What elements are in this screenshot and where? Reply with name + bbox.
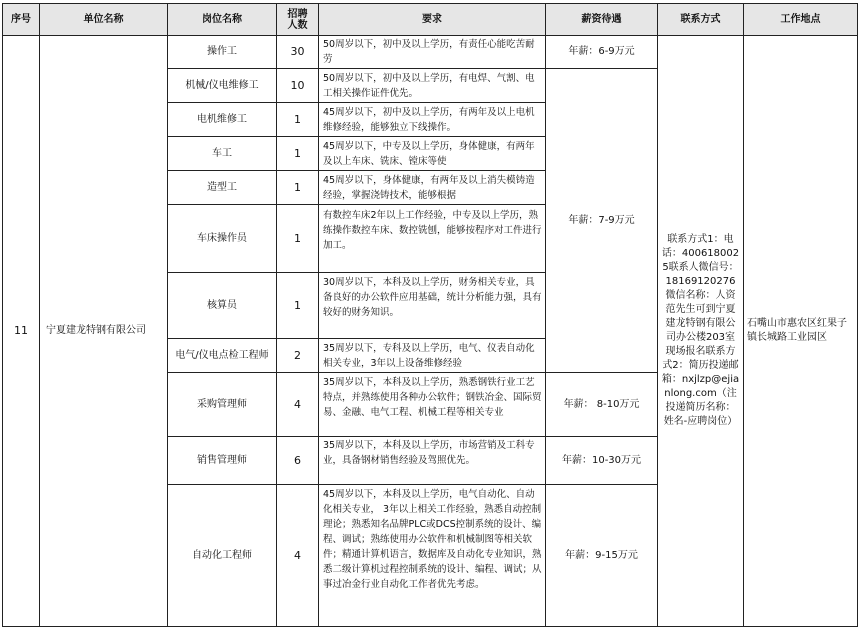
requirement-cell bbox=[319, 339, 546, 373]
salary-cell: 年薪：7-9万元 bbox=[546, 69, 658, 373]
count-cell: 30 bbox=[277, 36, 319, 69]
requirement-text: 35周岁以下，专科及以上学历，电气、仪表自动化相关专业，3年以上设备维修经验 bbox=[323, 342, 535, 369]
contact-cell: 联系方式1：电话：4006180025联系人微信号：18169120276微信名称：人资范先生可到宁夏建龙特钢有限公司办公楼203室现场报名联系方式2：简历投递邮箱：nxjlzp@ejianlong.com（注投递简历名称：姓名-应聘岗位） bbox=[658, 36, 744, 627]
count-cell: 1 bbox=[277, 171, 319, 205]
header-salary: 薪资待遇 bbox=[546, 4, 658, 36]
salary-cell: 年薪： 8-10万元 bbox=[546, 373, 658, 437]
header-position: 岗位名称 bbox=[168, 4, 277, 36]
requirement-text: 35周岁以下，本科及以上学历，熟悉钢铁行业工艺特点，并熟练使用各种办公软件；钢铁冶金、国际贸易、金融、电气工程、机械工程等相关专业 bbox=[323, 376, 542, 418]
requirement-cell bbox=[319, 437, 546, 485]
requirement-text: 50周岁以下，初中及以上学历，有电焊、气割、电工相关操作证件优先。 bbox=[323, 72, 535, 99]
requirement-text: 50周岁以下，初中及以上学历，有责任心能吃苦耐劳 bbox=[323, 39, 535, 65]
count-cell: 4 bbox=[277, 373, 319, 437]
requirement-cell bbox=[319, 103, 546, 137]
recruitment-table bbox=[2, 3, 858, 627]
count-cell: 1 bbox=[277, 273, 319, 339]
requirement-text: 30周岁以下，本科及以上学历，财务相关专业，具备良好的办公软件应用基础，统计分析能力强，具有较好的财务知识。 bbox=[323, 276, 542, 318]
requirement-text: 45周岁以下，初中及以上学历，有两年及以上电机维修经验，能够独立下线操作。 bbox=[323, 106, 535, 133]
salary-cell: 年薪：6-9万元 bbox=[546, 36, 658, 69]
company-name: 宁夏建龙特钢有限公司 bbox=[40, 36, 168, 627]
requirement-cell bbox=[319, 373, 546, 437]
count-cell: 6 bbox=[277, 437, 319, 485]
position-cell: 车工 bbox=[168, 137, 277, 171]
position-cell: 核算员 bbox=[168, 273, 277, 339]
position-cell: 造型工 bbox=[168, 171, 277, 205]
salary-cell: 年薪：9-15万元 bbox=[546, 485, 658, 627]
position-cell: 车床操作员 bbox=[168, 205, 277, 273]
position-cell: 销售管理师 bbox=[168, 437, 277, 485]
header-location: 工作地点 bbox=[744, 4, 858, 36]
position-cell: 自动化工程师 bbox=[168, 485, 277, 627]
salary-cell: 年薪：10-30万元 bbox=[546, 437, 658, 485]
count-cell: 10 bbox=[277, 69, 319, 103]
requirement-cell bbox=[319, 485, 546, 627]
requirement-cell bbox=[319, 205, 546, 273]
requirement-text: 45周岁以下，身体健康，有两年及以上消失模铸造经验，掌握浇铸技术，能够根据 bbox=[323, 174, 535, 201]
requirement-cell bbox=[319, 36, 546, 69]
header-contact: 联系方式 bbox=[658, 4, 744, 36]
requirement-text: 45周岁以下，本科及以上学历，电气自动化、自动化相关专业， 3年以上相关工作经验，熟悉自动控制理论；熟悉知名品牌PLC或DCS控制系统的设计、编程、调试；熟练使用办公软件和机械制图等相关软件；精通计算机语言，数据库及自动化专业知识，熟悉二级计算机过程控制系统的设计、编程、调试；从事过冶金行业自动化工作者优先考虑。 bbox=[323, 488, 542, 590]
count-cell: 1 bbox=[277, 205, 319, 273]
requirement-text: 45周岁以下，中专及以上学历，身体健康，有两年及以上车床、铣床、镗床等使 bbox=[323, 140, 535, 167]
header-row bbox=[3, 4, 858, 36]
count-cell: 1 bbox=[277, 103, 319, 137]
header-requirement: 要求 bbox=[319, 4, 546, 36]
requirement-cell bbox=[319, 137, 546, 171]
position-cell: 机械/仪电维修工 bbox=[168, 69, 277, 103]
header-seq: 序号 bbox=[3, 4, 40, 36]
position-cell: 电机维修工 bbox=[168, 103, 277, 137]
location-cell: 石嘴山市惠农区红果子镇长城路工业园区 bbox=[744, 36, 858, 627]
table-row bbox=[3, 36, 858, 69]
header-count: 招聘人数 bbox=[277, 4, 319, 36]
count-cell: 2 bbox=[277, 339, 319, 373]
requirement-cell bbox=[319, 171, 546, 205]
count-cell: 1 bbox=[277, 137, 319, 171]
seq-cell: 11 bbox=[3, 36, 40, 627]
count-cell: 4 bbox=[277, 485, 319, 627]
requirement-text: 35周岁以下，本科及以上学历，市场营销及工科专业，具备钢材销售经验及驾照优先。 bbox=[323, 440, 535, 466]
requirement-cell bbox=[319, 273, 546, 339]
position-cell: 采购管理师 bbox=[168, 373, 277, 437]
position-cell: 电气/仪电点检工程师 bbox=[168, 339, 277, 373]
requirement-text: 有数控车床2年以上工作经验，中专及以上学历，熟练操作数控车床、数控铣刨，能够按程序对工件进行加工。 bbox=[323, 209, 542, 251]
position-cell: 操作工 bbox=[168, 36, 277, 69]
header-unit: 单位名称 bbox=[40, 4, 168, 36]
requirement-cell bbox=[319, 69, 546, 103]
